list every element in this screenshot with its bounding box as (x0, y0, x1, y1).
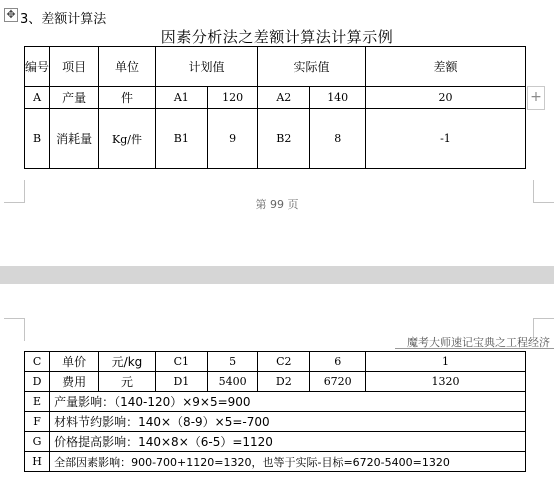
row-actual-value: 8 (310, 109, 365, 169)
row-code: B (25, 109, 50, 169)
calculation-table-continued (24, 351, 526, 472)
plus-icon: + (530, 89, 542, 105)
add-row-button[interactable] (527, 86, 545, 110)
row-unit: 元/kg (99, 352, 155, 372)
row-actual-value: 6720 (310, 372, 365, 392)
table-row (25, 412, 526, 432)
row-code: A (25, 87, 50, 109)
row-item: 产量 (50, 87, 99, 109)
row-code: D (25, 372, 50, 392)
table-row (25, 352, 526, 372)
row-plan-symbol: A1 (155, 87, 207, 109)
row-code: C (25, 352, 50, 372)
page-gap (0, 266, 554, 284)
table-title: 因素分析法之差额计算法计算示例 (160, 28, 394, 46)
row-unit: Kg/件 (99, 109, 155, 169)
calculation-table (24, 46, 526, 169)
row-formula: 全部因素影响：900-700+1120=1320，也等于实际-目标=6720-5400=1320 (50, 452, 526, 472)
row-code: H (25, 452, 50, 472)
row-code: E (25, 392, 50, 412)
row-plan-value: 9 (207, 109, 257, 169)
move-arrows-icon[interactable]: ✥ (4, 8, 18, 22)
row-unit: 件 (99, 87, 155, 109)
row-actual-value: 6 (310, 352, 365, 372)
row-formula: 价格提高影响：140×8×（6-5）=1120 (50, 432, 526, 452)
row-difference: 20 (365, 87, 525, 109)
row-formula: 材料节约影响：140×（8-9）×5=-700 (50, 412, 526, 432)
row-code: F (25, 412, 50, 432)
header-cell-actual: 实际值 (258, 47, 366, 87)
row-plan-value: 120 (207, 87, 257, 109)
page-corner-mark (4, 318, 25, 341)
row-plan-symbol: D1 (155, 372, 207, 392)
table-header-row (25, 47, 526, 87)
table-row (25, 372, 526, 392)
row-difference: 1320 (365, 372, 525, 392)
row-actual-symbol: D2 (258, 372, 310, 392)
header-cell-unit: 单位 (99, 47, 155, 87)
row-actual-symbol: B2 (258, 109, 310, 169)
row-actual-value: 140 (310, 87, 365, 109)
row-plan-symbol: B1 (155, 109, 207, 169)
row-plan-symbol: C1 (155, 352, 207, 372)
page-footer: 第 99 页 (255, 198, 299, 211)
table-row (25, 432, 526, 452)
header-cell-item: 项目 (50, 47, 99, 87)
table-row (25, 87, 526, 109)
row-code: G (25, 432, 50, 452)
row-difference: 1 (365, 352, 525, 372)
row-plan-value: 5400 (208, 372, 258, 392)
header-cell-difference: 差额 (365, 47, 525, 87)
table-row (25, 452, 526, 472)
header-rule (395, 348, 554, 349)
page-header: 魔考大师速记宝典之工程经济 (407, 336, 550, 349)
row-actual-symbol: C2 (258, 352, 310, 372)
row-plan-value: 5 (208, 352, 258, 372)
row-difference: -1 (365, 109, 525, 169)
header-cell-plan: 计划值 (155, 47, 257, 87)
row-item: 消耗量 (50, 109, 99, 169)
header-cell-number: 编号 (25, 47, 50, 87)
row-formula: 产量影响：（140-120）×9×5=900 (50, 392, 526, 412)
row-item: 单价 (50, 352, 99, 372)
row-actual-symbol: A2 (258, 87, 310, 109)
table-row (25, 392, 526, 412)
section-heading: 3、差额计算法 (20, 12, 107, 27)
row-unit: 元 (99, 372, 155, 392)
table-row (25, 109, 526, 169)
row-item: 费用 (50, 372, 99, 392)
